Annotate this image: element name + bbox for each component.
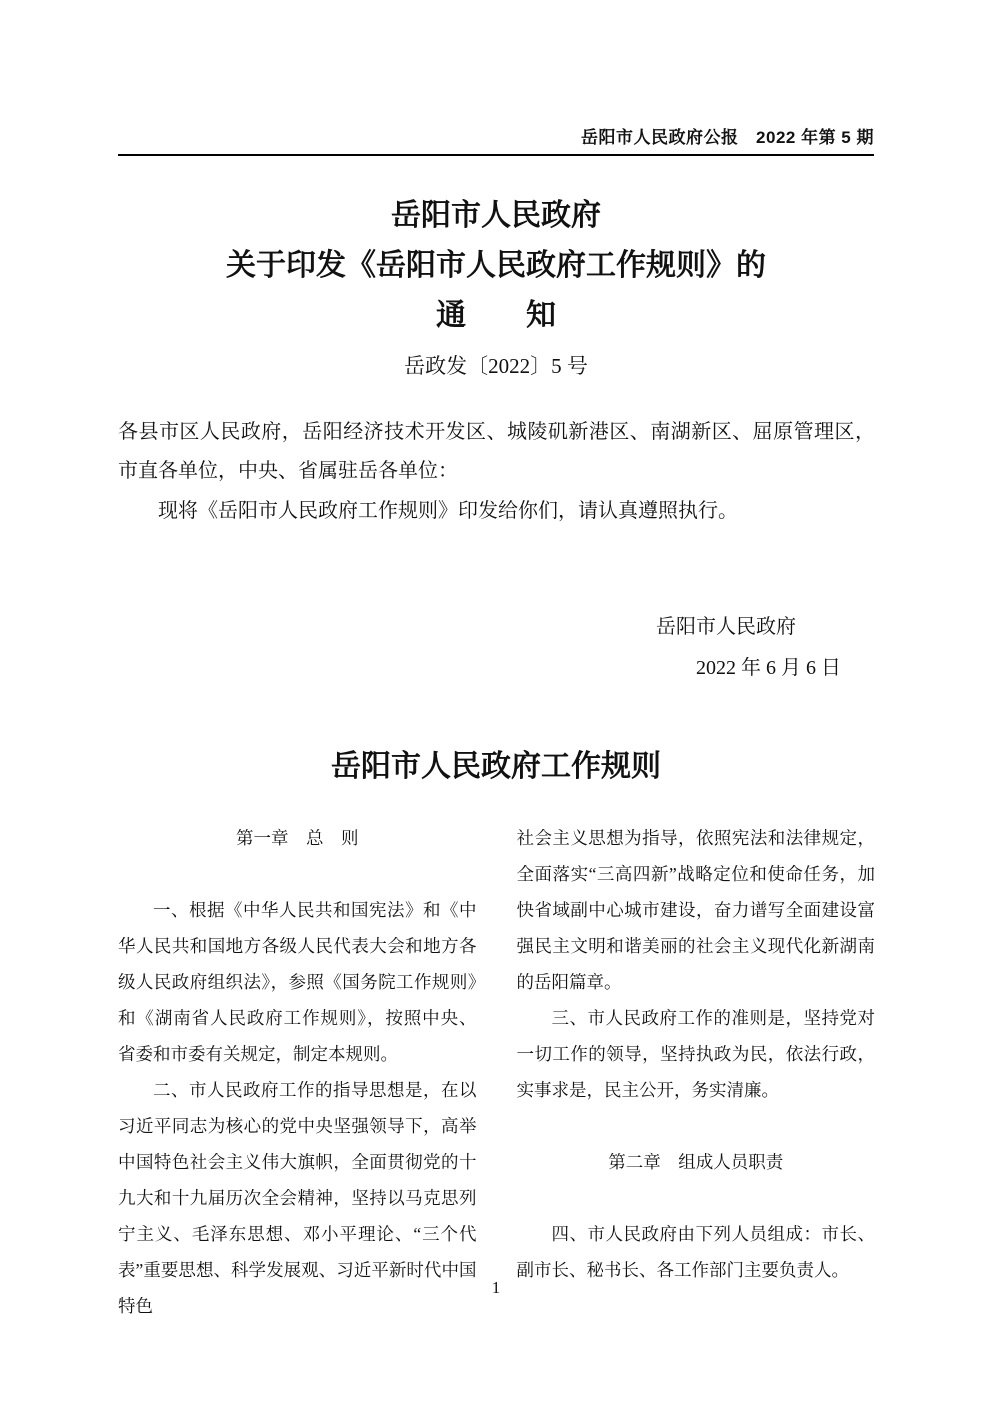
- notice-title: [0, 191, 992, 341]
- notice-title-line-1: 岳阳市人民政府: [391, 199, 601, 232]
- page-footer: [0, 1276, 992, 1300]
- recipients-paragraph: 各县市区人民政府，岳阳经济技术开发区、城陵矶新港区、南湖新区、屈原管理区，市直各单位，中央、省属驻岳各单位：: [118, 421, 875, 482]
- article-4-paragraph: 四、市人民政府由下列人员组成：市长、副市长、秘书长、各工作部门主要负责人。: [516, 1224, 875, 1280]
- regulations-title: 岳阳市人民政府工作规则: [331, 750, 661, 783]
- chapter-1-heading: 第一章 总 则: [236, 828, 359, 848]
- gazette-header-text: 岳阳市人民政府公报 2022 年第 5 期: [581, 128, 874, 147]
- document-number: 岳政发〔2022〕5 号: [404, 354, 588, 378]
- notice-title-line-2: 关于印发《岳阳市人民政府工作规则》的: [226, 249, 766, 282]
- signer-name: 岳阳市人民政府: [656, 616, 796, 638]
- page-header: [118, 126, 874, 156]
- two-column-layout: [118, 820, 875, 1324]
- left-column: [118, 820, 477, 1324]
- article-1-paragraph: 一、根据《中华人民共和国宪法》和《中华人民共和国地方各级人民代表大会和地方各级人民政府组织法》，参照《国务院工作规则》和《湖南省人民政府工作规则》，按照中央、省委和市委有关规定，制定本规则。: [118, 900, 477, 1064]
- article-2-paragraph-continued: 社会主义思想为指导，依照宪法和法律规定，全面落实“三高四新”战略定位和使命任务，加快省域副中心城市建设，奋力谱写全面建设富强民主文明和谐美丽的社会主义现代化新湖南的岳阳篇章。: [516, 828, 875, 992]
- article-2-paragraph-start: 二、市人民政府工作的指导思想是，在以习近平同志为核心的党中央坚强领导下，高举中国特色社会主义伟大旗帜，全面贯彻党的十九大和十九届历次全会精神，坚持以马克思列宁主义、毛泽东思想、邓小平理论、“三个代表”重要思想、科学发展观、习近平新时代中国特色: [118, 1080, 477, 1316]
- notice-title-line-3: 通 知: [436, 299, 556, 332]
- notice-body-paragraph: 现将《岳阳市人民政府工作规则》印发给你们，请认真遵照执行。: [158, 500, 738, 522]
- signature-date: 2022 年 6 月 6 日: [696, 657, 841, 679]
- right-column: [517, 820, 876, 1324]
- article-3-paragraph: 三、市人民政府工作的准则是，坚持党对一切工作的领导，坚持执政为民，依法行政，实事求是，民主公开，务实清廉。: [516, 1008, 875, 1100]
- chapter-2-heading: 第二章 组成人员职责: [608, 1152, 784, 1172]
- page-number: 1: [491, 1278, 501, 1297]
- signature-block: [118, 608, 875, 687]
